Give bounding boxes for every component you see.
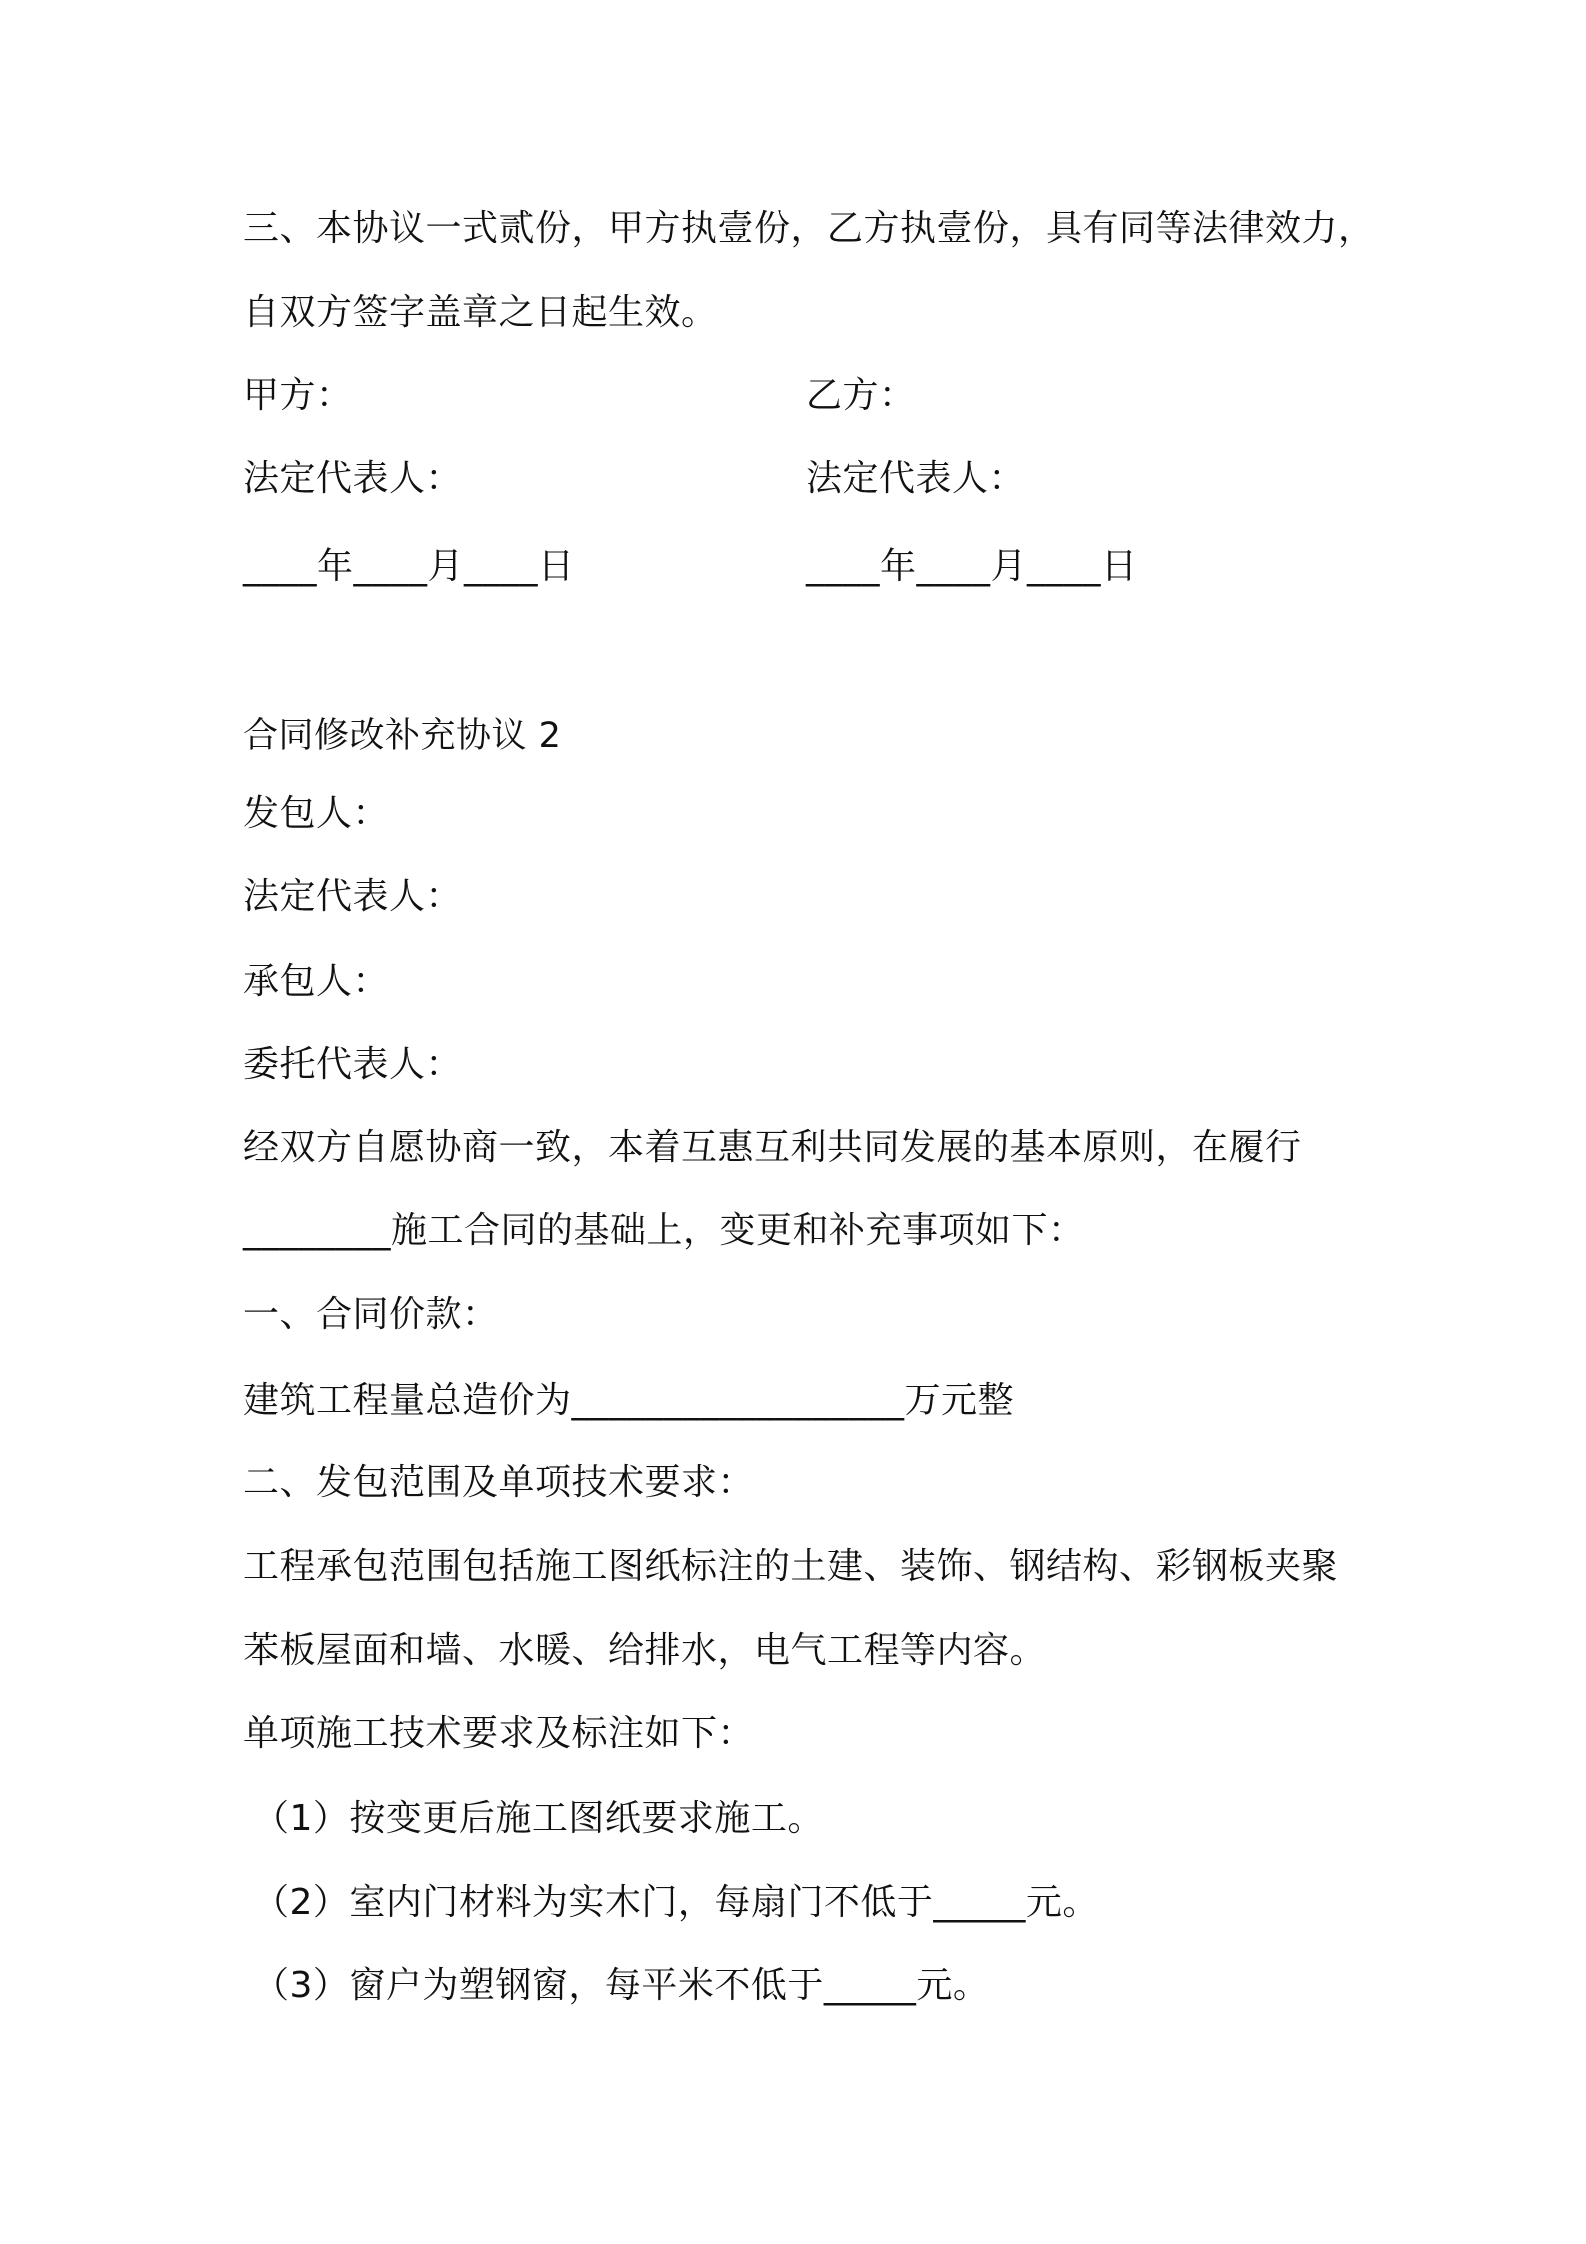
agreement2-title: 合同修改补充协议 2 — [243, 716, 562, 756]
scope-line2: 苯板屋面和墙、水暖、给排水，电气工程等内容。 — [243, 1630, 1047, 1671]
contractor-label: 承包人： — [243, 961, 390, 1002]
intro-line1: 经双方自愿协商一致，本着互惠互利共同发展的基本原则，在履行 — [243, 1127, 1302, 1168]
scope-heading: 二、发包范围及单项技术要求： — [243, 1462, 755, 1503]
employer-legal-rep-label: 法定代表人： — [243, 876, 463, 917]
date-b: ____年____月____日 — [806, 546, 1138, 587]
tech-heading: 单项施工技术要求及标注如下： — [243, 1713, 755, 1754]
tech-item-3: （3）窗户为塑钢窗，每平米不低于_____元。 — [253, 1965, 990, 2006]
intro-line2: ________施工合同的基础上，变更和补充事项如下： — [243, 1210, 1085, 1251]
tech-item-2: （2）室内门材料为实木门，每扇门不低于_____元。 — [253, 1882, 1099, 1923]
employer-label: 发包人： — [243, 793, 390, 834]
date-a: ____年____月____日 — [243, 546, 575, 587]
party-a-label: 甲方： — [243, 375, 353, 416]
section-three-line2: 自双方签字盖章之日起生效。 — [243, 292, 718, 333]
price-heading: 一、合同价款： — [243, 1294, 499, 1335]
party-b-label: 乙方： — [806, 375, 916, 416]
scope-line1: 工程承包范围包括施工图纸标注的土建、装饰、钢结构、彩钢板夹聚 — [243, 1546, 1339, 1587]
price-text: 建筑工程量总造价为__________________万元整 — [243, 1380, 1015, 1421]
legal-rep-b-label: 法定代表人： — [806, 458, 1026, 499]
legal-rep-a-label: 法定代表人： — [243, 458, 463, 499]
section-three-line1: 三、本协议一式贰份，甲方执壹份，乙方执壹份，具有同等法律效力， — [243, 208, 1375, 249]
tech-item-1: （1）按变更后施工图纸要求施工。 — [253, 1798, 824, 1839]
contractor-agent-label: 委托代表人： — [243, 1044, 463, 1085]
